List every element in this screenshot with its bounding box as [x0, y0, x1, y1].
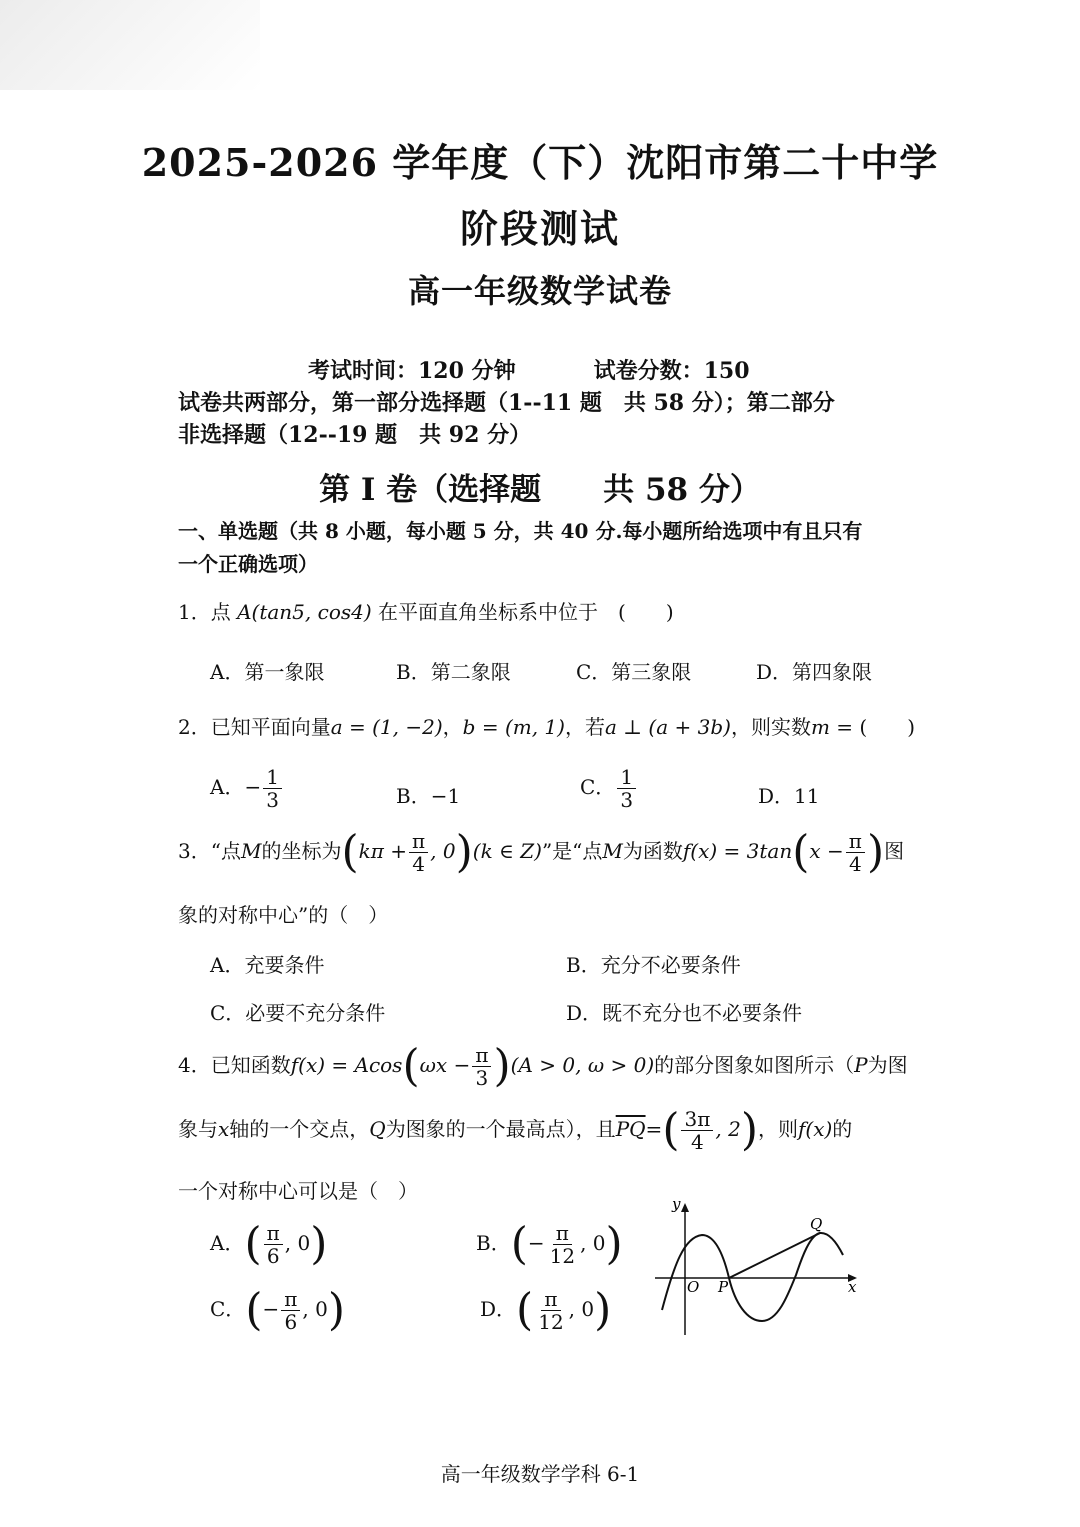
y-label: y [672, 1195, 681, 1213]
question-3 [178, 826, 905, 878]
m-expression: m = [810, 715, 854, 739]
function-expr: f(x) = 3tan [682, 839, 793, 863]
q-label: Q [810, 1215, 823, 1233]
option-b: B．−1 [396, 784, 461, 808]
question-text: 轴的一个交点， [229, 1117, 370, 1141]
question-text: 图 [884, 839, 905, 863]
question-text: 在平面直角坐标系中位于 ( ) [378, 600, 674, 624]
right-paren: ) [455, 826, 473, 878]
denominator: 12 [538, 1310, 564, 1334]
question-text: 已知函数 [210, 1053, 291, 1077]
option-c: C．必要不充分条件 [210, 1001, 386, 1025]
question-text: “点 [210, 839, 241, 863]
option-label: C． [210, 1297, 246, 1321]
question-4-line-3: 一个对称中心可以是（ ） [178, 1179, 418, 1203]
left-paren: ( [662, 1104, 680, 1156]
zero: , 0 [284, 1231, 311, 1255]
right-paren: ) [493, 1040, 511, 1092]
point-m: M [240, 839, 262, 863]
question-text: 为图象的一个最高点），且 [385, 1117, 616, 1141]
question-text: 的坐标为 [261, 839, 342, 863]
left-paren: ( [792, 826, 810, 878]
left-paren: ( [510, 1218, 528, 1270]
part-heading-line-1: 一、单选题（共 8 小题，每小题 5 分，共 40 分.每小题所给选项中有且只有 [178, 519, 863, 543]
question-3-line-2: 象的对称中心”的（ ） [178, 903, 389, 927]
fraction [263, 766, 282, 811]
option-label: A． [210, 775, 245, 799]
right-paren: ) [740, 1104, 758, 1156]
numerator: 1 [617, 766, 636, 789]
option-b: B．第二象限 [396, 660, 511, 684]
option-d: D．既不充分也不必要条件 [566, 1001, 803, 1025]
condition: (k ∈ Z) [472, 839, 542, 863]
fraction [264, 1222, 283, 1267]
right-paren: ) [594, 1284, 612, 1336]
condition: (A > 0, ω > 0) [510, 1053, 655, 1077]
denominator: 3 [475, 1066, 489, 1090]
vector-a: a = (1, −2) [330, 715, 443, 739]
p-label: P [718, 1278, 729, 1296]
question-number: 1． [178, 600, 211, 624]
minus-sign: − [244, 775, 262, 799]
denominator: 12 [549, 1244, 576, 1268]
right-paren: ) [310, 1218, 328, 1270]
numerator: π [281, 1288, 300, 1311]
left-paren: ( [244, 1218, 262, 1270]
numerator: 3π [681, 1108, 713, 1131]
fraction [409, 830, 428, 875]
right-paren: ) [605, 1218, 623, 1270]
separator: ， [442, 715, 463, 739]
arg-expr: ωx − [419, 1053, 471, 1077]
zero: , 0 [580, 1231, 606, 1255]
question-text: 象与 [178, 1117, 218, 1141]
question-text: ，若 [564, 715, 605, 739]
cosine-curve [662, 1233, 843, 1321]
point-q: Q [369, 1117, 386, 1141]
section-title: 第 I 卷（选择题 共 58 分） [319, 472, 761, 508]
answer-paren: ( ) [859, 715, 916, 739]
fraction [547, 1222, 578, 1267]
left-paren: ( [402, 1040, 420, 1092]
fraction [281, 1288, 300, 1333]
question-text: 已知平面向量 [210, 715, 331, 739]
function-graph [650, 1195, 870, 1340]
intro-line-2: 非选择题（12--19 题 共 92 分） [178, 422, 532, 448]
question-4 [178, 1040, 908, 1092]
left-paren: ( [516, 1284, 534, 1336]
vector-b: b = (m, 1) [462, 715, 565, 739]
fx: f(x) [797, 1117, 833, 1141]
numerator: π [541, 1288, 560, 1311]
option-d: D．11 [758, 784, 820, 808]
option-label: C． [580, 775, 616, 799]
zero: , 0 [568, 1297, 595, 1321]
option-label: D． [480, 1297, 517, 1321]
coord-expr: , 2 [715, 1117, 741, 1141]
point-m: M [602, 839, 623, 863]
exam-meta [308, 354, 750, 385]
coord-expr: , 0 [430, 839, 456, 863]
coord-expr: kπ + [358, 839, 408, 863]
denominator: 6 [266, 1244, 280, 1268]
option-label: B． [476, 1231, 511, 1255]
question-number: 2． [178, 715, 211, 739]
question-2 [178, 712, 915, 742]
option-a [210, 1218, 328, 1270]
zero: , 0 [302, 1297, 328, 1321]
fraction [681, 1108, 713, 1153]
exam-time: 考试时间：120 分钟 [308, 358, 516, 384]
fraction [535, 1288, 566, 1333]
option-c [580, 766, 638, 811]
denominator: 6 [284, 1310, 298, 1334]
option-a: A．充要条件 [210, 953, 325, 977]
function-expr: f(x) = Acos [290, 1053, 403, 1077]
math-expression: A(tan5, cos4) [237, 600, 372, 624]
pq-segment [729, 1233, 820, 1278]
part-heading-line-2: 一个正确选项） [178, 552, 318, 576]
question-text: ，则 [757, 1117, 798, 1141]
option-a [210, 766, 284, 811]
numerator: π [472, 1044, 491, 1067]
numerator: π [553, 1222, 572, 1245]
option-b: B．充分不必要条件 [566, 953, 741, 977]
option-a: A．第一象限 [210, 660, 325, 684]
numerator: 1 [263, 766, 282, 789]
question-number: 3． [178, 839, 211, 863]
denominator: 3 [266, 788, 279, 812]
option-d: D．第四象限 [756, 660, 873, 684]
equals: = [645, 1117, 663, 1141]
question-text: 为函数 [622, 839, 683, 863]
question-text: ”是“点 [541, 839, 603, 863]
exam-score: 试卷分数：150 [593, 358, 750, 384]
right-paren: ) [327, 1284, 346, 1336]
right-paren: ) [866, 826, 885, 878]
numerator: π [264, 1222, 283, 1245]
minus-sign: − [262, 1297, 280, 1321]
left-paren: ( [245, 1284, 263, 1336]
question-4-line-2 [178, 1104, 853, 1156]
point-p: P [854, 1053, 868, 1077]
arg-expr: x − [809, 839, 844, 863]
scan-shadow [0, 0, 260, 90]
origin-label: O [687, 1278, 700, 1296]
condition: a ⊥ (a + 3b) [604, 715, 731, 739]
x-var: x [218, 1117, 230, 1141]
fraction [472, 1044, 491, 1089]
denominator: 3 [620, 788, 634, 812]
option-c [210, 1284, 346, 1336]
question-text: 的部分图象如图所示（ [654, 1053, 855, 1077]
intro-line-1: 试卷共两部分，第一部分选择题（1--11 题 共 58 分）；第二部分 [178, 390, 835, 416]
fraction [617, 766, 636, 811]
vector-pq: $\overline{PQ}$ [615, 1117, 646, 1141]
y-axis-arrow-icon [681, 1203, 689, 1212]
numerator: π [846, 830, 865, 853]
question-text: 点 [210, 600, 231, 624]
x-label: x [848, 1278, 857, 1296]
minus-sign: − [527, 1231, 545, 1255]
question-1 [178, 597, 674, 627]
question-text: 的 [832, 1117, 853, 1141]
fraction [846, 830, 865, 875]
question-text: 为图 [867, 1053, 908, 1077]
option-c: C．第三象限 [576, 660, 692, 684]
exam-title: 2025-2026 学年度（下）沈阳市第二十中学 [141, 140, 939, 185]
paper-title: 高一年级数学试卷 [407, 272, 672, 310]
denominator: 4 [848, 852, 862, 876]
left-paren: ( [341, 826, 359, 878]
question-number: 4． [178, 1053, 211, 1077]
page-footer: 高一年级数学学科 6-1 [440, 1462, 640, 1486]
denominator: 4 [691, 1130, 704, 1154]
question-text: ，则实数 [730, 715, 811, 739]
exam-subtitle: 阶段测试 [459, 206, 620, 251]
numerator: π [409, 830, 428, 853]
option-b [476, 1218, 623, 1270]
option-d [480, 1284, 612, 1336]
option-label: A． [210, 1231, 245, 1255]
denominator: 4 [412, 852, 425, 876]
